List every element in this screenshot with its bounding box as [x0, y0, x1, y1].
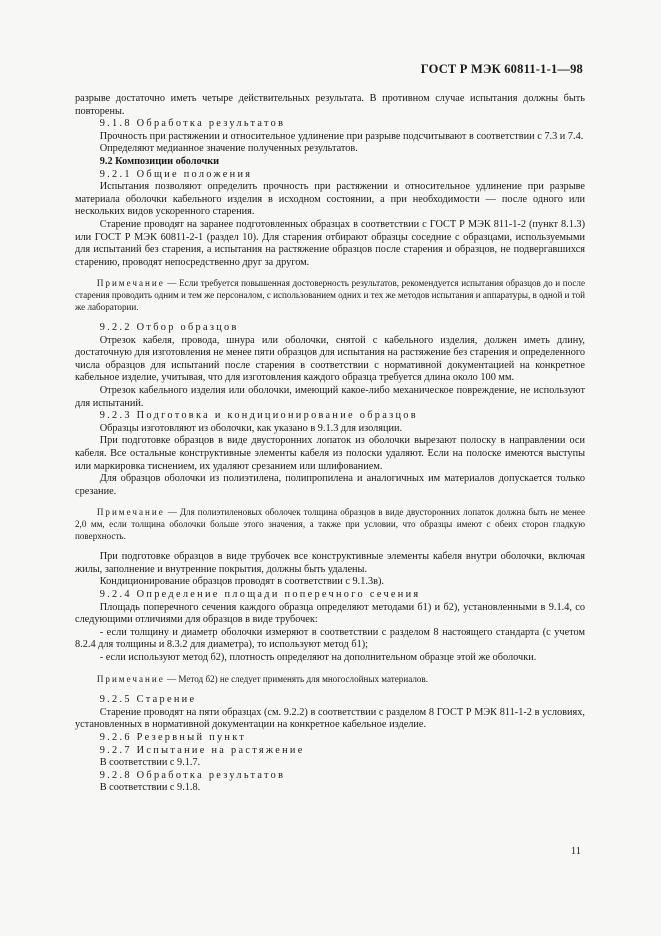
note-text: — Если требуется повышенная достоверность результатов, рекомендуется испытания образцов до и после старения проводить одним и тем же персоналом, с использованием одних и тех же методов испытания и аппаратуры, в одной и той же лаборатории. [75, 278, 585, 312]
paragraph: При подготовке образцов в виде трубочек все конструктивные элементы кабеля внутри оболочки, включая жилы, заполнение и внутренние покрытия, должны быть удалены. [75, 551, 585, 575]
paragraph: Старение проводят на заранее подготовленных образцах в соответствии с ГОСТ Р МЭК 811-1-2 (пункт 8.1.3) или ГОСТ Р МЭК 60811-2-1 (раздел 10). Для старения отбирают образцы соседние с образцами, используемыми для испытаний без старения, а испытания на растяжение образцов после старения и образцов, не подвергавшихся старению, проводят непосредственно друг за другом. [75, 218, 585, 268]
paragraph: Определяют медианное значение полученных результатов. [99, 143, 358, 155]
document-body [75, 93, 585, 795]
paragraph: Площадь поперечного сечения каждого образца определяют методами б1) и б2), установленными в 9.1.4, со следующими отличиями для образцов в виде трубочек: [75, 601, 585, 626]
list-item: - если толщину и диаметр оболочки измеряют в соответствии с разделом 8 настоящего стандарта (с учетом 8.2.4 для толщины и 8.3.2 для диаметра), то используют метод б1); [75, 626, 585, 651]
paragraph: Испытания позволяют определить прочность при растяжении и относительное удлинение при разрыве материала оболочки кабельного изделия в исходном состоянии, а при необходимости — после одного или нескольких видов ускоренного старения. [75, 181, 585, 218]
paragraph: В соответствии с 9.1.7. [99, 757, 201, 769]
note-label: Примечание [96, 507, 165, 518]
section-heading-9-2-3: 9.2.3 Подготовка и кондиционирование образцов [99, 410, 418, 422]
paragraph: При подготовке образцов в виде двусторонних лопаток из оболочки вырезают полоску в направлении оси кабеля. Все остальные конструктивные элементы кабеля из полоски удаляют. Если на полоске имеются выступы или маркировка тиснением, их удаляют срезанием или шлифованием. [75, 435, 585, 472]
standard-header: ГОСТ Р МЭК 60811-1-1—98 [420, 62, 583, 76]
paragraph: Кондиционирование образцов проводят в соответствии с 9.1.3в). [99, 576, 384, 588]
list-item: - если используют метод б2), плотность определяют на дополнительном образце этой же оболочки. [99, 651, 537, 663]
section-heading-9-2: 9.2 Композиции оболочки [99, 155, 220, 167]
paragraph: Для образцов оболочки из полиэтилена, полипропилена и аналогичных им материалов допускается только срезание. [75, 473, 585, 497]
note-label: Примечание [96, 278, 165, 289]
paragraph: В соответствии с 9.1.8. [99, 782, 201, 794]
paragraph: Образцы изготовляют из оболочки, как указано в 9.1.3 для изоляции. [99, 422, 403, 434]
page-number: 11 [570, 846, 581, 857]
note-3 [75, 674, 585, 686]
section-heading-9-2-7: 9.2.7 Испытание на растяжение [99, 744, 305, 756]
paragraph: Отрезок кабельного изделия или оболочки, имеющий какое-либо механическое повреждение, не используют для испытаний. [75, 385, 585, 409]
paragraph: Прочность при растяжении и относительное удлинение при разрыве подсчитывают в соответствии с 7.3 и 7.4. [99, 130, 584, 142]
section-heading-9-2-6: 9.2.6 Резервный пункт [99, 731, 247, 743]
section-heading-9-2-5: 9.2.5 Старение [99, 694, 197, 706]
section-heading-9-2-2: 9.2.2 Отбор образцов [99, 322, 239, 334]
section-heading-9-2-8: 9.2.8 Обработка результатов [99, 769, 286, 781]
note-text: — Метод б2) не следует применять для многослойных материалов. [164, 673, 428, 684]
section-heading-9-1-8: 9.1.8 Обработка результатов [99, 118, 286, 130]
note-1 [75, 278, 585, 313]
note-2 [75, 507, 585, 542]
paragraph: Старение проводят на пяти образцах (см. 9.2.2) в соответствии с разделом 8 ГОСТ Р МЭК 811-1-2 в условиях, установленных в нормативной документации на конкретное кабельное изделие. [75, 706, 585, 731]
note-text: — Для полиэтиленовых оболочек толщина образцов в виде двусторонних лопаток должна быть не менее 2,0 мм, если толщина оболочки больше этого значения, а также при условии, что образцы имеют с обеих сторон гладкую поверхность. [75, 507, 585, 541]
section-heading-9-2-1: 9.2.1 Общие положения [99, 168, 253, 180]
paragraph: разрыве достаточно иметь четыре действительных результата. В противном случае испытания должны быть повторены. [75, 93, 585, 117]
section-heading-9-2-4: 9.2.4 Определение площади поперечного сечения [99, 588, 421, 600]
note-label: Примечание [96, 673, 165, 684]
paragraph: Отрезок кабеля, провода, шнура или оболочки, снятой с кабельного изделия, должен иметь длину, достаточную для изготовления не менее пяти образцов для испытания на растяжение без старения и определенного числа образцов для испытаний после старения в соответствии с нормативной документацией на конкретное кабельное изделие, учитывая, что для изготовления каждого образца требуется длина около 100 мм. [75, 334, 585, 384]
